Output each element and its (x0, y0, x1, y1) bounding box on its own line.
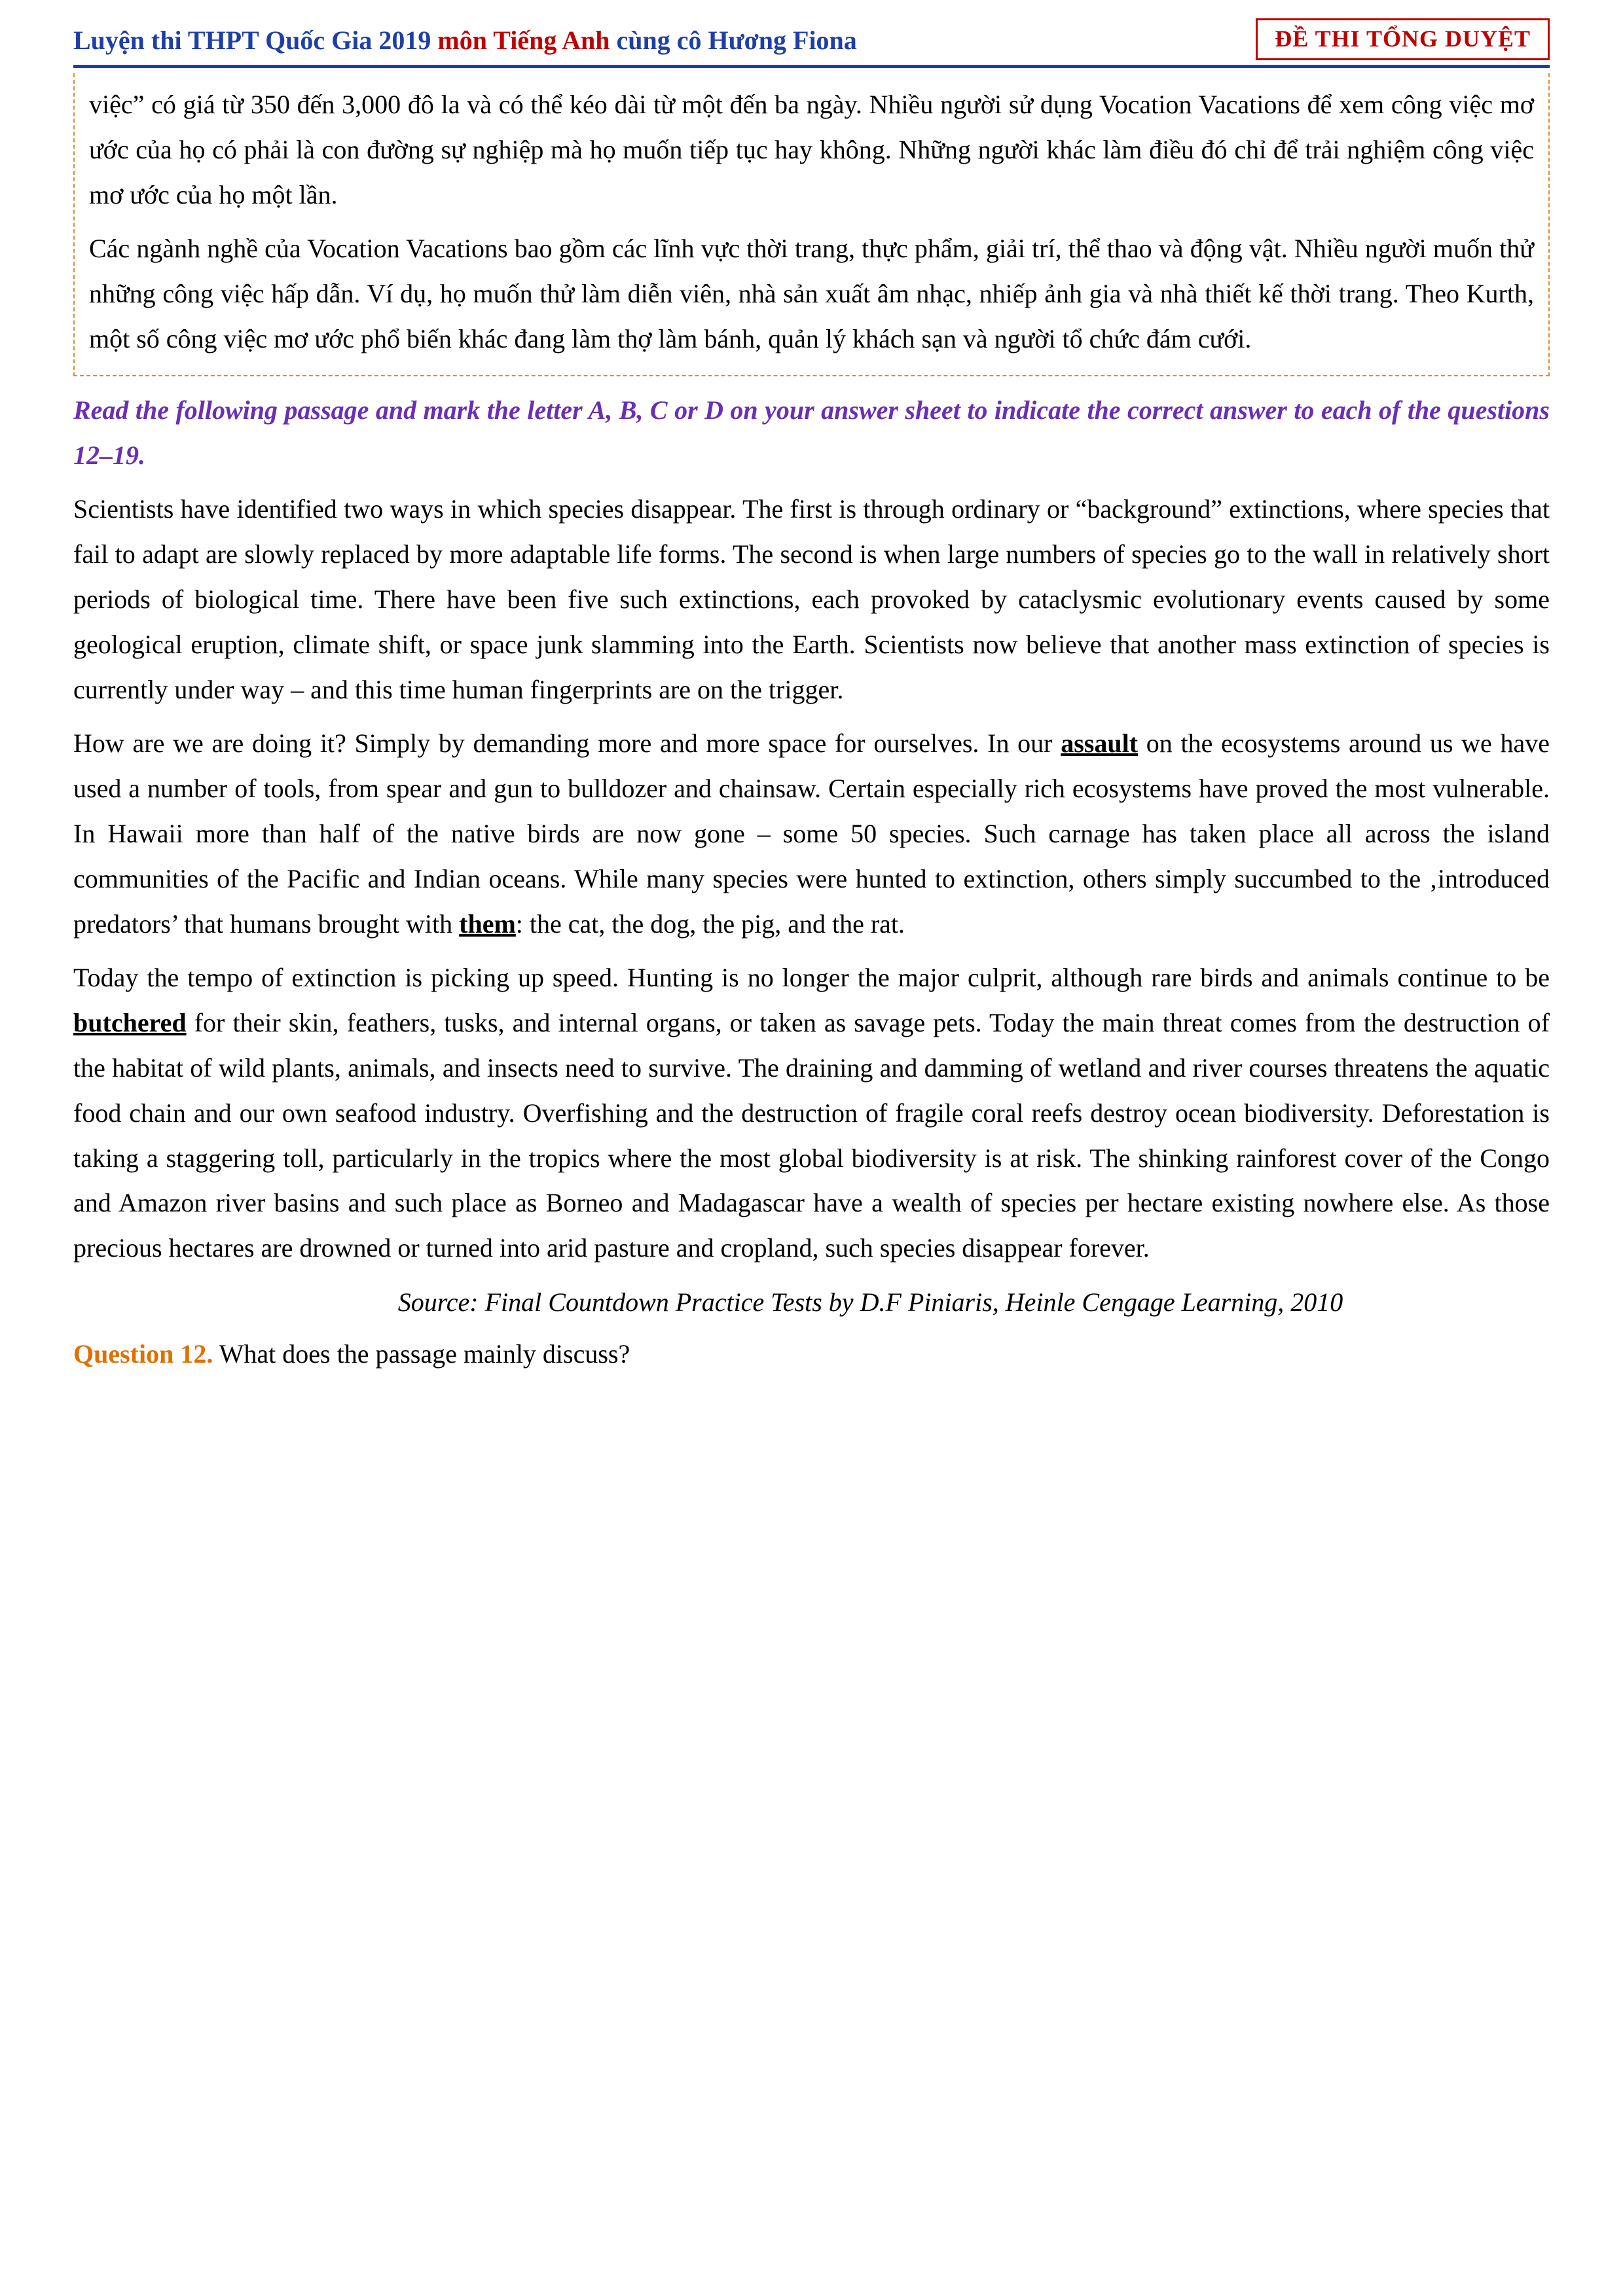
passage-p3-text-a: Today the tempo of extinction is picking up speed. Hunting is no longer the major culprit, although rare birds and animals continue to be (73, 963, 1550, 993)
question-12-label: Question 12. (73, 1338, 213, 1369)
reading-instruction: Read the following passage and mark the letter A, B, C or D on your answer sheet to indicate the correct answer to each of the questions 12–19. (73, 395, 1550, 470)
boxed-paragraph-1: việc” có giá từ 350 đến 3,000 đô la và có thể kéo dài từ một đến ba ngày. Nhiều người sử dụng Vocation Vacations để xem công việc mơ ước của họ có phải là con đường sự nghiệp mà họ muốn tiếp tục hay không. Những người khác làm điều đó chỉ để trải nghiệm công việc mơ ước của họ một lần. (89, 90, 1534, 209)
highlighted-word-them: them (459, 908, 516, 939)
passage-p2-text-e: : the cat, the dog, the pig, and the rat. (515, 908, 905, 939)
header-title (73, 18, 857, 56)
header-title-part3: cùng cô Hương Fiona (616, 26, 857, 55)
header-divider (73, 65, 1550, 68)
passage-paragraph-2 (73, 721, 1550, 946)
passage-p2-text-c: on the ecosystems around us we have used a number of tools, from spear and gun to bulldozer and chainsaw. Certain especially rich ecosystems have proved the most vulnerable. In Hawaii more than half of the native birds are now gone – some 50 species. Such carnage has taken place all across the island communities of the Pacific and Indian oceans. While many species were hunted to extinction, others simply succumbed to the ‚introduced predators’ that humans brought with (73, 728, 1550, 939)
header-title-part1: Luyện thi THPT Quốc Gia 2019 (73, 26, 438, 55)
page-header (73, 0, 1550, 73)
question-12-text: What does the passage mainly discuss? (213, 1338, 630, 1369)
passage-source: Source: Final Countdown Practice Tests by D.F Piniaris, Heinle Cengage Learning, 2010 (397, 1287, 1343, 1317)
passage-p3-text-c: for their skin, feathers, tusks, and internal organs, or taken as savage pets. Today the main threat comes from the destruction of the habitat of wild plants, animals, and insects need to survive. The draining and damming of wetland and river courses threatens the aquatic food chain and our own seafood industry. Overfishing and the destruction of fragile coral reefs destroy ocean biodiversity. Deforestation is taking a staggering toll, particularly in the tropics where the most global biodiversity is at risk. The shinking rainforest cover of the Congo and Amazon river basins and such place as Borneo and Madagascar have a wealth of species per hectare existing nowhere else. As those precious hectares are drowned or turned into arid pasture and cropland, such species disappear forever. (73, 1008, 1550, 1263)
exam-badge: ĐỀ THI TỔNG DUYỆT (1256, 18, 1550, 60)
highlighted-word-assault: assault (1061, 728, 1139, 759)
boxed-vietnamese-passage (73, 73, 1550, 376)
highlighted-word-butchered: butchered (73, 1008, 187, 1038)
passage-paragraph-1: Scientists have identified two ways in which species disappear. The first is through ordinary or “background” extinctions, where species that fail to adapt are slowly replaced by more adaptable life forms. The second is when large numbers of species go to the wall in relatively short periods of biological time. There have been five such extinctions, each provoked by cataclysmic evolutionary events caused by some geological eruption, climate shift, or space junk slamming into the Earth. Scientists now believe that another mass extinction of species is currently under way – and this time human fingerprints are on the trigger. (73, 494, 1550, 704)
passage-paragraph-3 (73, 956, 1550, 1271)
boxed-paragraph-2: Các ngành nghề của Vocation Vacations bao gồm các lĩnh vực thời trang, thực phẩm, giải trí, thể thao và động vật. Nhiều người muốn thử những công việc hấp dẫn. Ví dụ, họ muốn thử làm diễn viên, nhà sản xuất âm nhạc, nhiếp ảnh gia và nhà thiết kế thời trang. Theo Kurth, một số công việc mơ ước phổ biến khác đang làm thợ làm bánh, quản lý khách sạn và người tổ chức đám cưới. (89, 234, 1534, 353)
english-passage (73, 487, 1550, 1271)
header-title-part2: môn Tiếng Anh (437, 26, 617, 55)
passage-p2-text-a: How are we are doing it? Simply by demanding more and more space for ourselves. In our (73, 728, 1061, 759)
question-12 (73, 1333, 1550, 1375)
